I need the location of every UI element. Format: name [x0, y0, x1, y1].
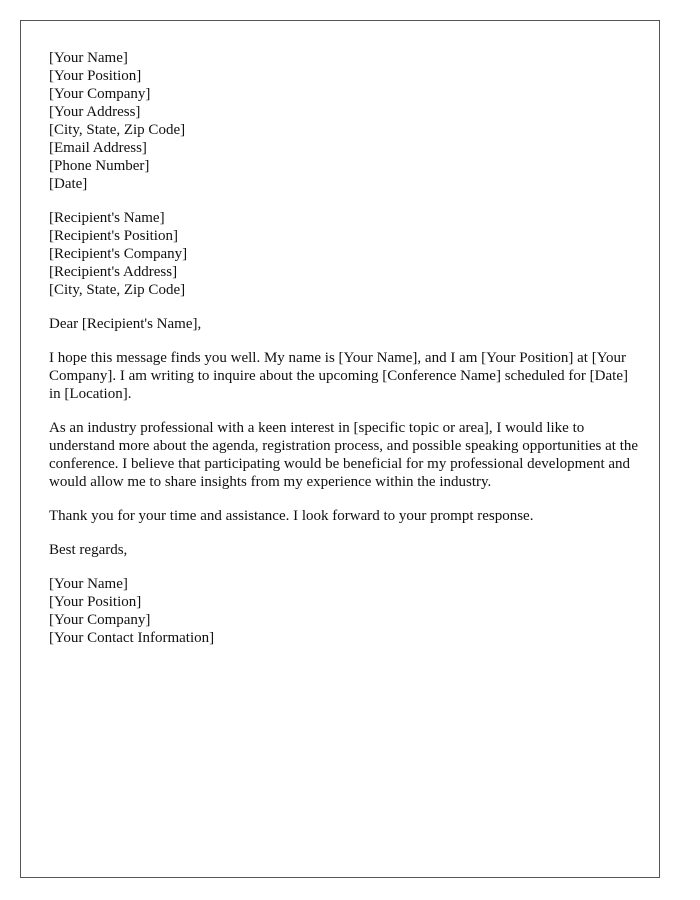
recipient-name: [Recipient's Name]: [49, 210, 165, 226]
sender-city-state-zip: [City, State, Zip Code]: [49, 122, 186, 138]
body-paragraph-1: I hope this message finds you well. My name is [Your Name], and I am [Your Position] at [Your Company]. I am writing to inquire about the upcoming [Conference Name] scheduled for [Date] in [Location].: [49, 350, 628, 402]
letter-date: [Date]: [49, 176, 88, 192]
signature-name: [Your Name]: [49, 576, 128, 592]
body-paragraph-3: Thank you for your time and assistance. I look forward to your prompt response.: [49, 508, 534, 524]
sender-phone: [Phone Number]: [49, 158, 150, 174]
sender-block: [49, 49, 639, 193]
signature-contact: [Your Contact Information]: [49, 630, 215, 646]
sender-name: [Your Name]: [49, 50, 128, 66]
recipient-address: [Recipient's Address]: [49, 264, 178, 280]
signature-block: [49, 575, 639, 647]
closing: Best regards,: [49, 542, 128, 558]
signature-position: [Your Position]: [49, 594, 142, 610]
recipient-company: [Recipient's Company]: [49, 246, 188, 262]
body-paragraph-2: As an industry professional with a keen interest in [specific topic or area], I would like to understand more about the agenda, registration process, and possible speaking opportunities at the conference. I believe that participating would be beneficial for my professional development and would allow me to share insights from my experience within the industry.: [49, 420, 639, 490]
sender-position: [Your Position]: [49, 68, 142, 84]
letter-content: [49, 49, 639, 663]
salutation: Dear [Recipient's Name],: [49, 316, 202, 332]
sender-company: [Your Company]: [49, 86, 151, 102]
recipient-city-state-zip: [City, State, Zip Code]: [49, 282, 186, 298]
sender-email: [Email Address]: [49, 140, 147, 156]
signature-company: [Your Company]: [49, 612, 151, 628]
recipient-block: [49, 209, 639, 299]
sender-address: [Your Address]: [49, 104, 141, 120]
recipient-position: [Recipient's Position]: [49, 228, 178, 244]
letter-page: [20, 20, 660, 878]
